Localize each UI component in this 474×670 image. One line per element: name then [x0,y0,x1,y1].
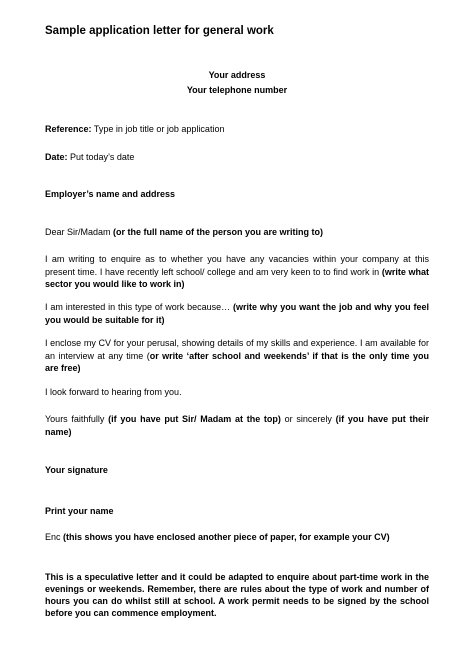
salutation-note: (or the full name of the person you are writing to) [113,227,324,237]
page-title: Sample application letter for general work [45,25,274,37]
paragraph-interest-text: I am interested in this type of work because… [45,302,234,312]
print-your-name: Print your name [45,506,114,516]
speculative-letter-note: This is a speculative letter and it could be adapted to enquire about part-time work in the evenings or weekends. Remember, there are rules about the type of work and number of hours you can do whilst still at school. A work permit needs to be signed by the school before you can commence employment. [45,572,429,618]
enclosure-text: Enc [45,532,64,542]
closing-note-faithfully: (if you have put Sir/ Madam at the top) [108,414,281,424]
employer-name-address: Employer’s name and address [45,189,176,199]
enclosure-note: (this shows you have enclosed another piece of paper, for example your CV) [63,532,390,542]
paragraph-cv-text: I enclose my CV for your perusal, showing details of my skills and experience. I am available for an interview at any time ( [45,338,429,361]
date-text: Put today’s date [67,152,135,162]
reference-line [45,124,224,134]
paragraph-enquiry [45,253,429,291]
reference-label: Reference: [45,124,92,134]
paragraph-enquiry-note: (write what sector you would like to work in) [45,266,429,289]
salutation [45,227,323,237]
closing [45,413,429,438]
date-line [45,152,134,162]
paragraph-enquiry-text: I am writing to enquire as to whether you have any vacancies within your company at this present time. I have recently left school/ college and am very keen to to find work in [45,254,429,277]
your-telephone: Your telephone number [186,85,288,95]
paragraph-interest-note: (write why you want the job and why you feel you would be suitable for it) [45,302,429,325]
salutation-text: Dear Sir/Madam [45,227,114,237]
paragraph-interest [45,301,429,326]
paragraph-cv-note: or write ‘after school and weekends’ if that is the only time you are free) [45,350,429,373]
closing-text-faithfully: Yours faithfully [45,414,109,424]
closing-note-sincerely: (if you have put their name) [45,414,430,437]
date-label: Date: [45,152,68,162]
closing-text-sincerely: or sincerely [280,414,336,424]
your-signature: Your signature [45,465,108,475]
paragraph-cv [45,337,429,375]
reference-text: Type in job title or job application [91,124,225,134]
enclosure-line [45,532,390,542]
paragraph-look-forward: I look forward to hearing from you. [45,387,182,397]
your-address: Your address [208,70,266,80]
